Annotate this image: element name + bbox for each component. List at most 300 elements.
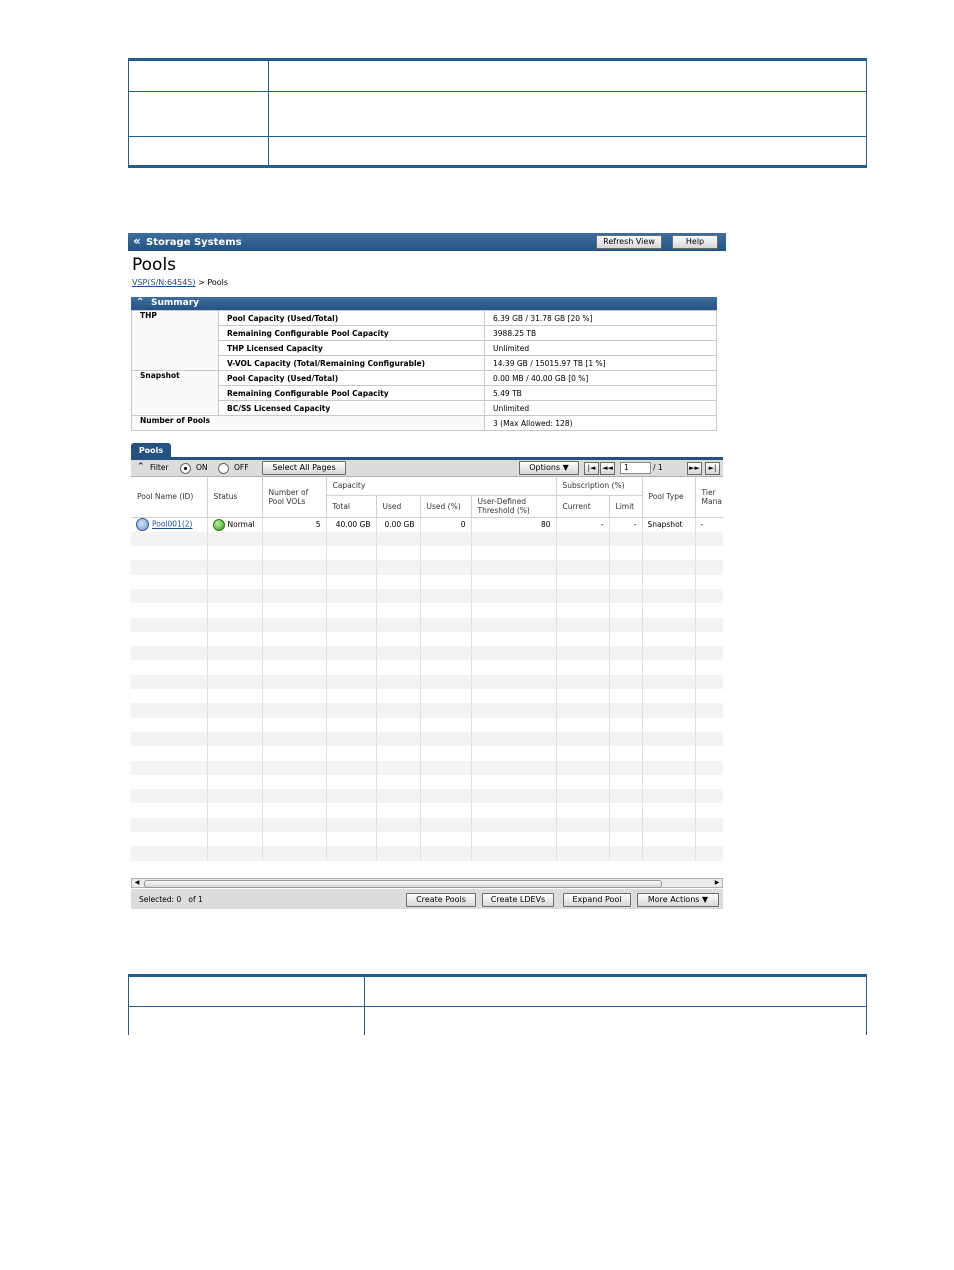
empty-cell — [131, 532, 207, 546]
empty-cell — [556, 660, 609, 674]
empty-cell — [695, 675, 723, 689]
empty-cell — [609, 689, 642, 703]
doc-cell — [365, 976, 867, 1007]
empty-cell — [471, 732, 556, 746]
filter-icon[interactable]: ⌃ — [137, 462, 145, 472]
empty-cell — [609, 646, 642, 660]
empty-cell — [131, 718, 207, 732]
empty-cell — [642, 746, 695, 760]
last-page-button[interactable]: ►| — [705, 462, 720, 475]
empty-cell — [326, 546, 376, 560]
page-title: Pools — [132, 255, 177, 275]
empty-cell — [642, 660, 695, 674]
empty-cell — [207, 603, 262, 617]
doc-cell — [129, 137, 269, 167]
empty-cell — [262, 660, 326, 674]
empty-cell — [609, 546, 642, 560]
empty-cell — [207, 846, 262, 860]
empty-cell — [420, 761, 471, 775]
summary-title: Summary — [151, 298, 200, 308]
empty-cell — [262, 775, 326, 789]
empty-cell — [326, 761, 376, 775]
empty-cell — [556, 732, 609, 746]
empty-cell — [376, 732, 420, 746]
empty-cell — [556, 632, 609, 646]
back-icon[interactable]: « — [133, 234, 141, 248]
empty-cell — [471, 761, 556, 775]
empty-cell — [376, 546, 420, 560]
empty-row — [131, 732, 723, 746]
empty-cell — [695, 732, 723, 746]
empty-cell — [420, 746, 471, 760]
used-cell: 0.00 GB — [376, 517, 420, 532]
col-group-subscription: Subscription (%) — [556, 477, 642, 495]
empty-cell — [131, 632, 207, 646]
scroll-left-icon[interactable]: ◀ — [134, 879, 140, 886]
selected-count: 0 — [176, 895, 182, 904]
empty-cell — [376, 589, 420, 603]
empty-cell — [556, 775, 609, 789]
empty-row — [131, 775, 723, 789]
empty-cell — [376, 846, 420, 860]
empty-cell — [471, 803, 556, 817]
empty-row — [131, 832, 723, 846]
col-capacity-used[interactable]: Used — [376, 495, 420, 517]
empty-cell — [420, 818, 471, 832]
breadcrumb — [132, 278, 228, 287]
help-button[interactable]: Help — [672, 235, 718, 249]
summary-label: Pool Capacity (Used/Total) — [219, 371, 485, 386]
empty-cell — [695, 818, 723, 832]
summary-label: THP Licensed Capacity — [219, 341, 485, 356]
next-page-button[interactable]: ►► — [687, 462, 702, 475]
empty-cell — [471, 532, 556, 546]
empty-cell — [471, 575, 556, 589]
empty-cell — [262, 832, 326, 846]
empty-cell — [642, 618, 695, 632]
doc-cell — [269, 60, 867, 92]
empty-cell — [642, 789, 695, 803]
empty-cell — [420, 732, 471, 746]
empty-cell — [376, 789, 420, 803]
empty-cell — [420, 675, 471, 689]
empty-cell — [695, 761, 723, 775]
doc-table-top — [128, 58, 867, 168]
empty-cell — [556, 675, 609, 689]
create-pools-button[interactable]: Create Pools — [406, 893, 476, 907]
doc-cell — [365, 1007, 867, 1036]
empty-cell — [471, 589, 556, 603]
status-cell — [207, 517, 262, 532]
empty-cell — [262, 532, 326, 546]
empty-cell — [262, 618, 326, 632]
col-capacity-used-pct[interactable]: Used (%) — [420, 495, 471, 517]
empty-cell — [131, 660, 207, 674]
expand-pool-button[interactable]: Expand Pool — [563, 893, 631, 907]
empty-cell — [471, 632, 556, 646]
empty-cell — [326, 775, 376, 789]
empty-cell — [556, 846, 609, 860]
empty-cell — [609, 718, 642, 732]
doc-cell — [269, 92, 867, 137]
pool-icon — [136, 518, 149, 531]
empty-row — [131, 803, 723, 817]
empty-cell — [326, 589, 376, 603]
empty-cell — [326, 660, 376, 674]
empty-cell — [131, 746, 207, 760]
refresh-view-button[interactable]: Refresh View — [596, 235, 662, 249]
empty-cell — [556, 560, 609, 574]
empty-cell — [376, 832, 420, 846]
empty-cell — [131, 546, 207, 560]
tab-pools[interactable]: Pools — [131, 443, 171, 457]
empty-cell — [262, 803, 326, 817]
empty-cell — [326, 703, 376, 717]
empty-cell — [131, 789, 207, 803]
summary-label-pool-count: Number of Pools — [132, 416, 485, 431]
empty-cell — [695, 632, 723, 646]
empty-cell — [471, 689, 556, 703]
col-pool-type[interactable]: Pool Type — [642, 477, 695, 517]
empty-cell — [420, 618, 471, 632]
empty-cell — [471, 675, 556, 689]
empty-cell — [556, 646, 609, 660]
page-number-input[interactable]: 1 — [620, 462, 651, 474]
empty-cell — [420, 789, 471, 803]
prev-page-button[interactable]: ◄◄ — [600, 462, 615, 475]
empty-cell — [326, 689, 376, 703]
col-tier-management[interactable]: Tier Mana — [695, 477, 723, 517]
empty-cell — [131, 703, 207, 717]
empty-cell — [262, 789, 326, 803]
empty-cell — [262, 560, 326, 574]
empty-cell — [420, 632, 471, 646]
empty-cell — [556, 832, 609, 846]
empty-cell — [695, 575, 723, 589]
empty-cell — [326, 803, 376, 817]
summary-label: Pool Capacity (Used/Total) — [219, 311, 485, 326]
empty-cell — [695, 560, 723, 574]
empty-cell — [609, 603, 642, 617]
summary-header[interactable] — [131, 297, 717, 310]
of-label: of — [188, 895, 196, 904]
empty-cell — [326, 575, 376, 589]
empty-cell — [376, 746, 420, 760]
empty-cell — [471, 618, 556, 632]
empty-row — [131, 546, 723, 560]
filter-off-radio[interactable] — [218, 463, 229, 474]
empty-cell — [642, 732, 695, 746]
grid-footer — [131, 889, 723, 909]
empty-cell — [131, 846, 207, 860]
more-actions-button[interactable]: More Actions ▼ — [637, 893, 719, 907]
col-subscription-limit[interactable]: Limit — [609, 495, 642, 517]
empty-cell — [556, 618, 609, 632]
empty-cell — [376, 703, 420, 717]
empty-cell — [556, 575, 609, 589]
empty-cell — [262, 575, 326, 589]
empty-cell — [207, 832, 262, 846]
empty-cell — [642, 718, 695, 732]
empty-cell — [207, 560, 262, 574]
empty-cell — [642, 532, 695, 546]
empty-row — [131, 846, 723, 860]
empty-cell — [207, 703, 262, 717]
empty-cell — [695, 532, 723, 546]
empty-cell — [262, 632, 326, 646]
selected-count-text — [139, 895, 203, 904]
empty-cell — [556, 546, 609, 560]
empty-cell — [471, 646, 556, 660]
empty-cell — [420, 546, 471, 560]
col-pool-name[interactable]: Pool Name (ID) — [131, 477, 207, 517]
empty-cell — [376, 575, 420, 589]
summary-value: 14.39 GB / 15015.97 TB [1 %] — [485, 356, 717, 371]
summary-label: BC/SS Licensed Capacity — [219, 401, 485, 416]
empty-cell — [471, 718, 556, 732]
empty-cell — [207, 818, 262, 832]
pools-grid — [131, 477, 723, 879]
empty-cell — [609, 589, 642, 603]
empty-cell — [262, 589, 326, 603]
breadcrumb-link-system[interactable]: VSP(S/N:64545) — [132, 278, 196, 287]
selected-label: Selected: — [139, 895, 175, 904]
num-pool-vols-cell: 5 — [262, 517, 326, 532]
summary-table — [131, 310, 717, 431]
nav-title[interactable]: Storage Systems — [146, 237, 242, 248]
empty-cell — [326, 603, 376, 617]
empty-cell — [131, 560, 207, 574]
empty-cell — [556, 789, 609, 803]
pool-type-cell: Snapshot — [642, 517, 695, 532]
empty-cell — [556, 703, 609, 717]
col-num-pool-vols[interactable]: Number of Pool VOLs — [262, 477, 326, 517]
empty-cell — [376, 646, 420, 660]
empty-cell — [609, 660, 642, 674]
doc-cell — [269, 137, 867, 167]
empty-cell — [207, 775, 262, 789]
pool-link[interactable]: Pool001(2) — [152, 519, 193, 529]
empty-cell — [131, 818, 207, 832]
empty-cell — [556, 803, 609, 817]
empty-cell — [556, 818, 609, 832]
tier-cell: - — [695, 517, 723, 532]
total-cell: 40.00 GB — [326, 517, 376, 532]
empty-cell — [420, 689, 471, 703]
empty-cell — [642, 775, 695, 789]
options-button[interactable] — [519, 461, 579, 475]
summary-value: 5.49 TB — [485, 386, 717, 401]
summary-label: Remaining Configurable Pool Capacity — [219, 326, 485, 341]
empty-cell — [420, 832, 471, 846]
summary-label: V-VOL Capacity (Total/Remaining Configurable) — [219, 356, 485, 371]
scroll-right-icon[interactable]: ▶ — [714, 879, 720, 886]
empty-cell — [471, 789, 556, 803]
empty-cell — [609, 703, 642, 717]
grid-toolbar — [131, 460, 723, 477]
empty-cell — [642, 803, 695, 817]
empty-row — [131, 761, 723, 775]
empty-cell — [642, 632, 695, 646]
empty-cell — [326, 632, 376, 646]
horizontal-scrollbar[interactable] — [131, 878, 723, 888]
empty-cell — [326, 532, 376, 546]
select-all-pages-button[interactable]: Select All Pages — [262, 461, 346, 475]
table-row[interactable] — [131, 517, 723, 532]
empty-row — [131, 746, 723, 760]
summary-value: 6.39 GB / 31.78 GB [20 %] — [485, 311, 717, 326]
chevron-down-icon: ▼ — [562, 463, 569, 472]
empty-cell — [695, 618, 723, 632]
empty-cell — [471, 660, 556, 674]
scroll-thumb[interactable] — [144, 880, 662, 888]
empty-cell — [376, 532, 420, 546]
empty-cell — [376, 818, 420, 832]
empty-row — [131, 818, 723, 832]
empty-cell — [376, 775, 420, 789]
summary-value: Unlimited — [485, 401, 717, 416]
empty-cell — [609, 632, 642, 646]
empty-cell — [131, 575, 207, 589]
empty-cell — [695, 746, 723, 760]
empty-cell — [326, 832, 376, 846]
empty-cell — [609, 575, 642, 589]
pool-name-cell — [131, 517, 207, 532]
doc-cell — [129, 1007, 365, 1036]
empty-cell — [420, 575, 471, 589]
empty-cell — [131, 589, 207, 603]
col-subscription-current[interactable]: Current — [556, 495, 609, 517]
empty-cell — [207, 732, 262, 746]
empty-cell — [207, 803, 262, 817]
col-group-capacity: Capacity — [326, 477, 556, 495]
collapse-icon[interactable]: ⌃ — [136, 297, 145, 308]
empty-cell — [420, 589, 471, 603]
empty-cell — [556, 718, 609, 732]
empty-cell — [376, 603, 420, 617]
first-page-button[interactable]: |◄ — [584, 462, 599, 475]
empty-cell — [207, 546, 262, 560]
empty-cell — [420, 846, 471, 860]
doc-cell — [129, 976, 365, 1007]
empty-cell — [471, 603, 556, 617]
empty-cell — [556, 603, 609, 617]
breadcrumb-current: Pools — [207, 278, 229, 287]
empty-row — [131, 603, 723, 617]
empty-row — [131, 618, 723, 632]
empty-cell — [609, 803, 642, 817]
empty-cell — [609, 560, 642, 574]
create-ldevs-button[interactable]: Create LDEVs — [482, 893, 554, 907]
empty-cell — [207, 675, 262, 689]
empty-cell — [131, 646, 207, 660]
status-text: Normal — [227, 519, 255, 529]
empty-cell — [326, 789, 376, 803]
empty-cell — [326, 846, 376, 860]
empty-cell — [420, 803, 471, 817]
empty-row — [131, 675, 723, 689]
empty-cell — [695, 589, 723, 603]
empty-row — [131, 789, 723, 803]
empty-cell — [695, 660, 723, 674]
empty-row — [131, 632, 723, 646]
empty-cell — [131, 603, 207, 617]
empty-cell — [609, 818, 642, 832]
empty-cell — [642, 832, 695, 846]
empty-cell — [556, 746, 609, 760]
filter-label: Filter — [150, 463, 169, 472]
empty-cell — [642, 560, 695, 574]
empty-row — [131, 689, 723, 703]
empty-cell — [695, 689, 723, 703]
filter-on-radio[interactable] — [180, 463, 191, 474]
nav-bar — [128, 233, 726, 251]
empty-row — [131, 703, 723, 717]
empty-cell — [207, 532, 262, 546]
empty-cell — [262, 546, 326, 560]
empty-cell — [695, 646, 723, 660]
summary-value: 3988.25 TB — [485, 326, 717, 341]
filter-off-label: OFF — [234, 463, 249, 472]
doc-table-bottom — [128, 974, 867, 1035]
empty-cell — [420, 718, 471, 732]
empty-cell — [556, 532, 609, 546]
empty-cell — [131, 803, 207, 817]
col-capacity-total[interactable]: Total — [326, 495, 376, 517]
empty-cell — [642, 689, 695, 703]
empty-cell — [262, 603, 326, 617]
empty-cell — [556, 589, 609, 603]
empty-cell — [262, 732, 326, 746]
empty-cell — [609, 775, 642, 789]
empty-cell — [326, 718, 376, 732]
empty-cell — [207, 718, 262, 732]
doc-cell — [129, 92, 269, 137]
col-threshold[interactable]: User-Defined Threshold (%) — [471, 495, 556, 517]
empty-cell — [471, 703, 556, 717]
empty-row — [131, 646, 723, 660]
empty-cell — [642, 761, 695, 775]
empty-cell — [471, 818, 556, 832]
empty-cell — [695, 718, 723, 732]
empty-cell — [262, 818, 326, 832]
empty-cell — [207, 618, 262, 632]
summary-label: Remaining Configurable Pool Capacity — [219, 386, 485, 401]
empty-cell — [207, 646, 262, 660]
empty-cell — [207, 789, 262, 803]
empty-cell — [471, 775, 556, 789]
empty-cell — [131, 832, 207, 846]
empty-cell — [695, 846, 723, 860]
status-normal-icon — [213, 519, 225, 531]
col-status[interactable]: Status — [207, 477, 262, 517]
empty-cell — [376, 718, 420, 732]
empty-cell — [376, 618, 420, 632]
empty-cell — [609, 846, 642, 860]
empty-cell — [262, 846, 326, 860]
empty-cell — [609, 789, 642, 803]
empty-cell — [207, 632, 262, 646]
empty-cell — [695, 832, 723, 846]
empty-cell — [207, 746, 262, 760]
empty-cell — [326, 675, 376, 689]
empty-cell — [420, 646, 471, 660]
empty-cell — [207, 689, 262, 703]
empty-cell — [642, 546, 695, 560]
empty-cell — [326, 646, 376, 660]
empty-cell — [131, 775, 207, 789]
empty-cell — [609, 618, 642, 632]
